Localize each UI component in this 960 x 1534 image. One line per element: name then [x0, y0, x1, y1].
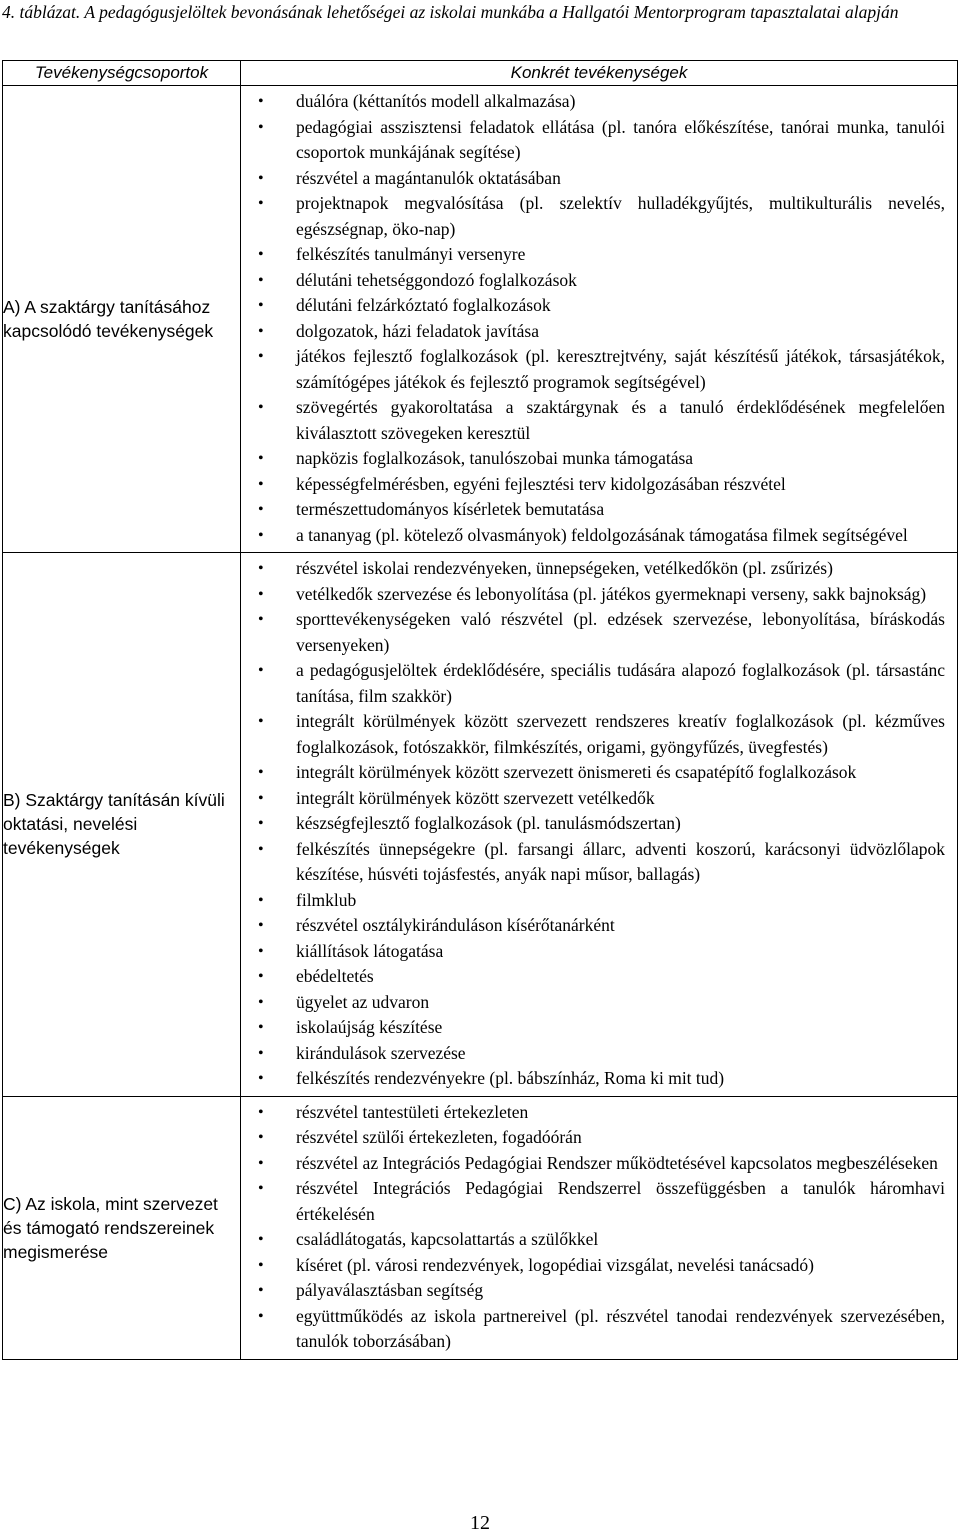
list-item — [241, 1041, 945, 1067]
activity-text: integrált körülmények között szervezett rendszeres kreatív foglalkozások (pl. kézműves foglalkozások, fotószakkör, filmkészítés, origami, gyöngyfűzés, üvegfestés) — [296, 711, 945, 757]
list-item — [241, 939, 945, 965]
bullet-icon: • — [258, 713, 264, 730]
list-item — [241, 964, 945, 990]
bullet-icon: • — [258, 1070, 264, 1087]
list-item — [241, 888, 945, 914]
activity-text: ebédeltetés — [296, 966, 374, 986]
bullet-icon: • — [258, 322, 264, 340]
activity-text: együttműködés az iskola partnereivel (pl. részvétel tanodai rendezvények szervezésében, tanulók toborzásában) — [296, 1305, 945, 1351]
table-header-row — [3, 61, 958, 86]
activity-text: felkészítés rendezvényekre (pl. bábszínház, Roma ki mit tud) — [296, 1068, 725, 1088]
list-item — [241, 1151, 945, 1177]
header-activities: Konkrét tevékenységek — [241, 61, 958, 86]
list-item — [241, 166, 945, 192]
list-item — [241, 1176, 945, 1227]
list-item — [241, 1066, 945, 1092]
bullet-icon: • — [258, 815, 264, 832]
bullet-icon: • — [258, 271, 264, 289]
activity-text: részvétel iskolai rendezvényeken, ünnepségeken, vetélkedőkön (pl. zsűrizés) — [296, 558, 833, 578]
bullet-icon: • — [258, 475, 264, 493]
activity-text: felkészítés tanulmányi versenyre — [296, 244, 526, 264]
activity-text: készségfejlesztő foglalkozások (pl. tanulásmódszertan) — [296, 813, 681, 833]
activity-text: játékos fejlesztő foglalkozások (pl. keresztrejtvény, saját készítésű játékok, társasjátékok, számítógépes játékok és fejlesztő programok segítségével) — [296, 346, 945, 392]
list-item — [241, 1253, 945, 1279]
activity-text: családlátogatás, kapcsolattartás a szülőkkel — [296, 1229, 599, 1249]
activity-text: természettudományos kísérletek bemutatása — [296, 499, 605, 519]
activity-text: integrált körülmények között szervezett önismereti és csapatépítő foglalkozások — [296, 762, 857, 782]
bullet-icon: • — [258, 246, 264, 263]
list-item — [241, 990, 945, 1016]
activity-text: részvétel Integrációs Pedagógiai Rendszerrel összefüggésben a tanulók háromhavi értékelésén — [296, 1178, 945, 1224]
list-item — [241, 523, 945, 549]
activity-text: részvétel az Integrációs Pedagógiai Rendszer működtetésével kapcsolatos megbeszéléseken — [296, 1152, 938, 1173]
bullet-icon: • — [258, 1103, 264, 1121]
bullet-icon: • — [258, 840, 264, 858]
list-item — [241, 242, 945, 268]
group-name: A) A szaktárgy tanításához kapcsolódó tevékenységek — [3, 86, 241, 553]
group-name: C) Az iskola, mint szervezet és támogató rendszereinek megismerése — [3, 1096, 241, 1359]
activity-text: duálóra (kéttanítós modell alkalmazása) — [296, 91, 576, 111]
bullet-icon: • — [258, 1256, 264, 1274]
bullet-icon: • — [258, 968, 264, 985]
list-item — [241, 89, 945, 115]
list-item — [241, 115, 945, 166]
bullet-icon: • — [258, 297, 264, 314]
table-caption: 4. táblázat. A pedagógusjelöltek bevonásának lehetőségei az iskolai munkába a Hallgatói Mentorprogram tapasztalatai alapján — [2, 2, 899, 22]
bullet-icon: • — [258, 764, 264, 781]
activity-text: részvétel tantestületi értekezleten — [296, 1101, 529, 1122]
activity-text: iskolaújság készítése — [296, 1017, 443, 1037]
bullet-icon: • — [258, 399, 264, 416]
bullet-icon: • — [258, 1019, 264, 1036]
list-item — [241, 837, 945, 888]
list-item — [241, 319, 945, 345]
activity-text: a tananyag (pl. kötelező olvasmányok) feldolgozásának támogatása filmek segítségével — [296, 524, 908, 545]
bullet-icon: • — [258, 560, 264, 577]
bullet-icon: • — [258, 169, 264, 187]
list-item — [241, 760, 945, 786]
activity-text: filmklub — [296, 889, 357, 910]
bullet-icon: • — [258, 1180, 264, 1197]
bullet-icon: • — [258, 789, 264, 807]
activity-text: szövegértés gyakoroltatása a szaktárgynak és a tanuló érdeklődésének megfelelően kiválasztott szövegeken keresztül — [296, 397, 945, 443]
bullet-icon: • — [258, 1044, 264, 1062]
bullet-icon: • — [258, 118, 264, 136]
bullet-icon: • — [258, 1231, 264, 1248]
list-item — [241, 556, 945, 582]
activity-text: pedagógiai asszisztensi feladatok ellátása (pl. tanóra előkészítése, tanórai munka, tanulói csoportok munkájának segítése) — [296, 116, 945, 162]
list-item — [241, 497, 945, 523]
activity-text: projektnapok megvalósítása (pl. szelektív hulladékgyűjtés, multikulturális nevelés, egészségnap, öko-nap) — [296, 193, 945, 239]
activity-cell — [241, 553, 958, 1097]
activities-table — [2, 60, 958, 1360]
list-item — [241, 344, 945, 395]
list-item — [241, 1100, 945, 1126]
activity-list — [241, 553, 957, 1096]
activity-text: képességfelmérésben, egyéni fejlesztési terv kidolgozásában részvétel — [296, 473, 786, 494]
activity-list — [241, 1097, 957, 1359]
activity-cell — [241, 86, 958, 553]
activity-text: kíséret (pl. városi rendezvények, logopédiai vizsgálat, nevelési tanácsadó) — [296, 1254, 814, 1275]
activity-cell — [241, 1096, 958, 1359]
activity-text: a pedagógusjelöltek érdeklődésére, speciális tudására alapozó foglalkozások (pl. társastánc tanítása, film szakkör) — [296, 660, 945, 706]
list-item — [241, 472, 945, 498]
bullet-icon: • — [258, 611, 264, 628]
activity-text: dolgozatok, házi feladatok javítása — [296, 320, 539, 341]
bullet-icon: • — [258, 1129, 264, 1146]
list-item — [241, 607, 945, 658]
bullet-icon: • — [258, 942, 264, 960]
activity-text: kirándulások szervezése — [296, 1042, 466, 1063]
list-item — [241, 395, 945, 446]
bullet-icon: • — [258, 526, 264, 544]
bullet-icon: • — [258, 585, 264, 603]
list-item — [241, 1278, 945, 1304]
bullet-icon: • — [258, 1154, 264, 1172]
list-item — [241, 191, 945, 242]
list-item — [241, 446, 945, 472]
list-item — [241, 1125, 945, 1151]
bullet-icon: • — [258, 891, 264, 909]
list-item — [241, 709, 945, 760]
group-name: B) Szaktárgy tanításán kívüli oktatási, nevelési tevékenységek — [3, 553, 241, 1097]
activity-text: sporttevékenységeken való részvétel (pl. edzések szervezése, lebonyolítása, bíráskodás versenyeken) — [296, 609, 945, 655]
bullet-icon: • — [258, 917, 264, 934]
activity-list — [241, 86, 957, 552]
list-item — [241, 811, 945, 837]
header-groups: Tevékenységcsoportok — [3, 61, 241, 86]
activity-text: délutáni tehetséggondozó foglalkozások — [296, 269, 577, 290]
list-item — [241, 293, 945, 319]
page-number: 12 — [470, 1512, 490, 1534]
activity-text: részvétel a magántanulók oktatásában — [296, 167, 561, 188]
activity-text: integrált körülmények között szervezett vetélkedők — [296, 787, 655, 808]
activity-text: vetélkedők szervezése és lebonyolítása (pl. játékos gyermeknapi verseny, sakk bajnokság) — [296, 583, 927, 604]
list-item — [241, 786, 945, 812]
list-item — [241, 268, 945, 294]
activity-text: délutáni felzárkóztató foglalkozások — [296, 295, 551, 315]
bullet-icon: • — [258, 1307, 264, 1325]
list-item — [241, 1015, 945, 1041]
table-row — [3, 1096, 958, 1359]
list-item — [241, 582, 945, 608]
bullet-icon: • — [258, 195, 264, 212]
bullet-icon: • — [258, 501, 264, 518]
list-item — [241, 1304, 945, 1355]
activity-text: részvétel osztálykiránduláson kísérőtanárként — [296, 915, 615, 935]
activity-text: felkészítés ünnepségekre (pl. farsangi állarc, adventi koszorú, karácsonyi üdvözlőlapok készítése, húsvéti tojásfestés, anyák napi műsor, ballagás) — [296, 838, 945, 884]
bullet-icon: • — [258, 1282, 264, 1299]
list-item — [241, 658, 945, 709]
bullet-icon: • — [258, 662, 264, 679]
activity-text: ügyelet az udvaron — [296, 991, 430, 1012]
activity-text: napközis foglalkozások, tanulószobai munka támogatása — [296, 448, 694, 468]
list-item — [241, 1227, 945, 1253]
table-row — [3, 86, 958, 553]
table-body — [3, 86, 958, 1360]
bullet-icon: • — [258, 993, 264, 1011]
bullet-icon: • — [258, 93, 264, 110]
list-item — [241, 913, 945, 939]
bullet-icon: • — [258, 348, 264, 365]
activity-text: pályaválasztásban segítség — [296, 1280, 484, 1300]
table-row — [3, 553, 958, 1097]
bullet-icon: • — [258, 450, 264, 467]
activity-text: részvétel szülői értekezleten, fogadóórán — [296, 1127, 582, 1147]
activity-text: kiállítások látogatása — [296, 940, 444, 961]
